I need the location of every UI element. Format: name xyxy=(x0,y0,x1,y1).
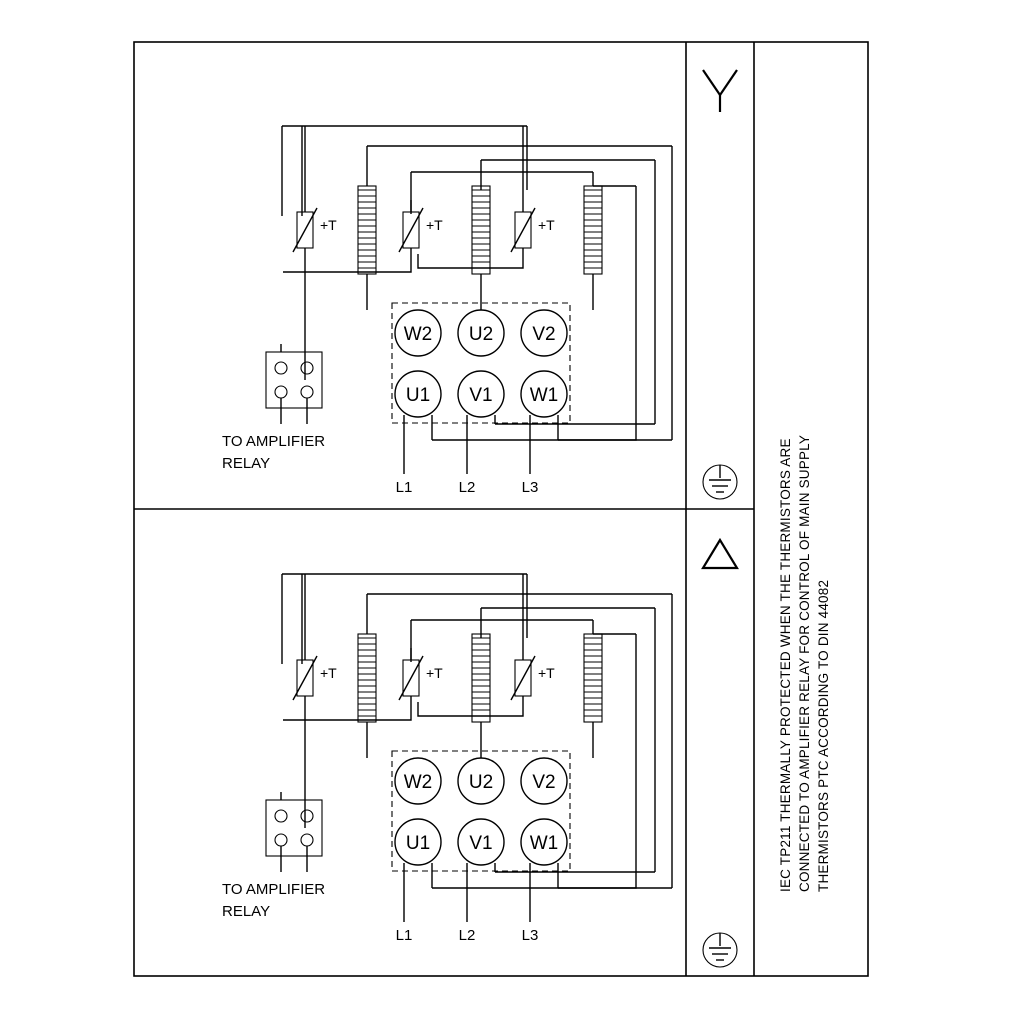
terminal-label-w1-star: W1 xyxy=(529,385,559,406)
supply-label-l2-delta: L2 xyxy=(458,927,476,944)
coil-u-star xyxy=(472,186,490,310)
note-line-1: IEC TP211 THERMALLY PROTECTED WHEN THE THERMISTORS ARE xyxy=(778,438,793,892)
note-line-3: THERMISTORS PTC ACCORDING TO DIN 44082 xyxy=(816,579,831,892)
note-block xyxy=(778,435,831,892)
amplifier-terminal-block-delta[interactable] xyxy=(266,792,322,872)
coil-v-delta xyxy=(584,634,602,758)
thermistor-label-3-delta: +T xyxy=(538,665,555,681)
terminal-v1-star[interactable] xyxy=(458,371,504,417)
terminal-w1-star[interactable] xyxy=(521,371,567,417)
coil-u-delta xyxy=(472,634,490,758)
earth-ground-symbol-star xyxy=(703,465,737,499)
coil-v-star xyxy=(584,186,602,310)
amplifier-terminal-block-star[interactable] xyxy=(266,344,322,424)
thermistor-label-3-star: +T xyxy=(538,217,555,233)
thermistor-label-2-star: +T xyxy=(426,217,443,233)
thermistor-label-1-delta: +T xyxy=(320,665,337,681)
amplifier-label-line1-star: TO AMPLIFIER xyxy=(222,433,326,450)
terminal-label-v2-star: V2 xyxy=(532,324,556,345)
terminal-label-v1-star: V1 xyxy=(469,385,493,406)
star-wye-symbol xyxy=(703,70,737,112)
thermistor-label-1-star: +T xyxy=(320,217,337,233)
thermistor-2-star[interactable] xyxy=(283,200,443,272)
coil-w-star xyxy=(358,186,376,310)
supply-label-l3-star: L3 xyxy=(521,479,539,496)
thermistor-1-star[interactable] xyxy=(293,126,337,380)
panel-delta xyxy=(222,540,737,967)
thermistor-2-delta[interactable] xyxy=(283,648,443,720)
amplifier-label-line2-delta: RELAY xyxy=(222,903,271,920)
delta-symbol xyxy=(703,540,737,568)
terminal-u1-star[interactable] xyxy=(395,371,441,417)
terminal-v1-delta[interactable] xyxy=(458,819,504,865)
earth-ground-symbol-delta xyxy=(703,933,737,967)
supply-label-l1-delta: L1 xyxy=(395,927,413,944)
thermistor-3-delta[interactable] xyxy=(418,574,555,716)
supply-label-l2-star: L2 xyxy=(458,479,476,496)
thermistor-label-2-delta: +T xyxy=(426,665,443,681)
terminal-v2-star[interactable] xyxy=(521,310,567,356)
terminal-label-w2-delta: W2 xyxy=(403,772,433,793)
terminal-label-u1-delta: U1 xyxy=(405,833,431,854)
terminal-u2-delta[interactable] xyxy=(458,758,504,804)
terminal-label-w1-delta: W1 xyxy=(529,833,559,854)
supply-label-l1-star: L1 xyxy=(395,479,413,496)
thermistor-3-star[interactable] xyxy=(418,126,555,268)
coil-w-delta xyxy=(358,634,376,758)
terminal-label-v1-delta: V1 xyxy=(469,833,493,854)
thermistor-1-delta[interactable] xyxy=(293,574,337,828)
terminal-w2-star[interactable] xyxy=(395,310,441,356)
amplifier-label-line1-delta: TO AMPLIFIER xyxy=(222,881,326,898)
terminal-w1-delta[interactable] xyxy=(521,819,567,865)
terminal-v2-delta[interactable] xyxy=(521,758,567,804)
note-line-2: CONNECTED TO AMPLIFIER RELAY FOR CONTROL OF MAIN SUPPLY xyxy=(797,434,812,892)
terminal-label-v2-delta: V2 xyxy=(532,772,556,793)
terminal-w2-delta[interactable] xyxy=(395,758,441,804)
amplifier-label-line2-star: RELAY xyxy=(222,455,271,472)
terminal-u1-delta[interactable] xyxy=(395,819,441,865)
terminal-label-u1-star: U1 xyxy=(405,385,431,406)
supply-label-l3-delta: L3 xyxy=(521,927,539,944)
terminal-label-w2-star: W2 xyxy=(403,324,433,345)
terminal-u2-star[interactable] xyxy=(458,310,504,356)
terminal-label-u2-delta: U2 xyxy=(468,772,494,793)
panel-star xyxy=(222,70,737,499)
terminal-label-u2-star: U2 xyxy=(468,324,494,345)
